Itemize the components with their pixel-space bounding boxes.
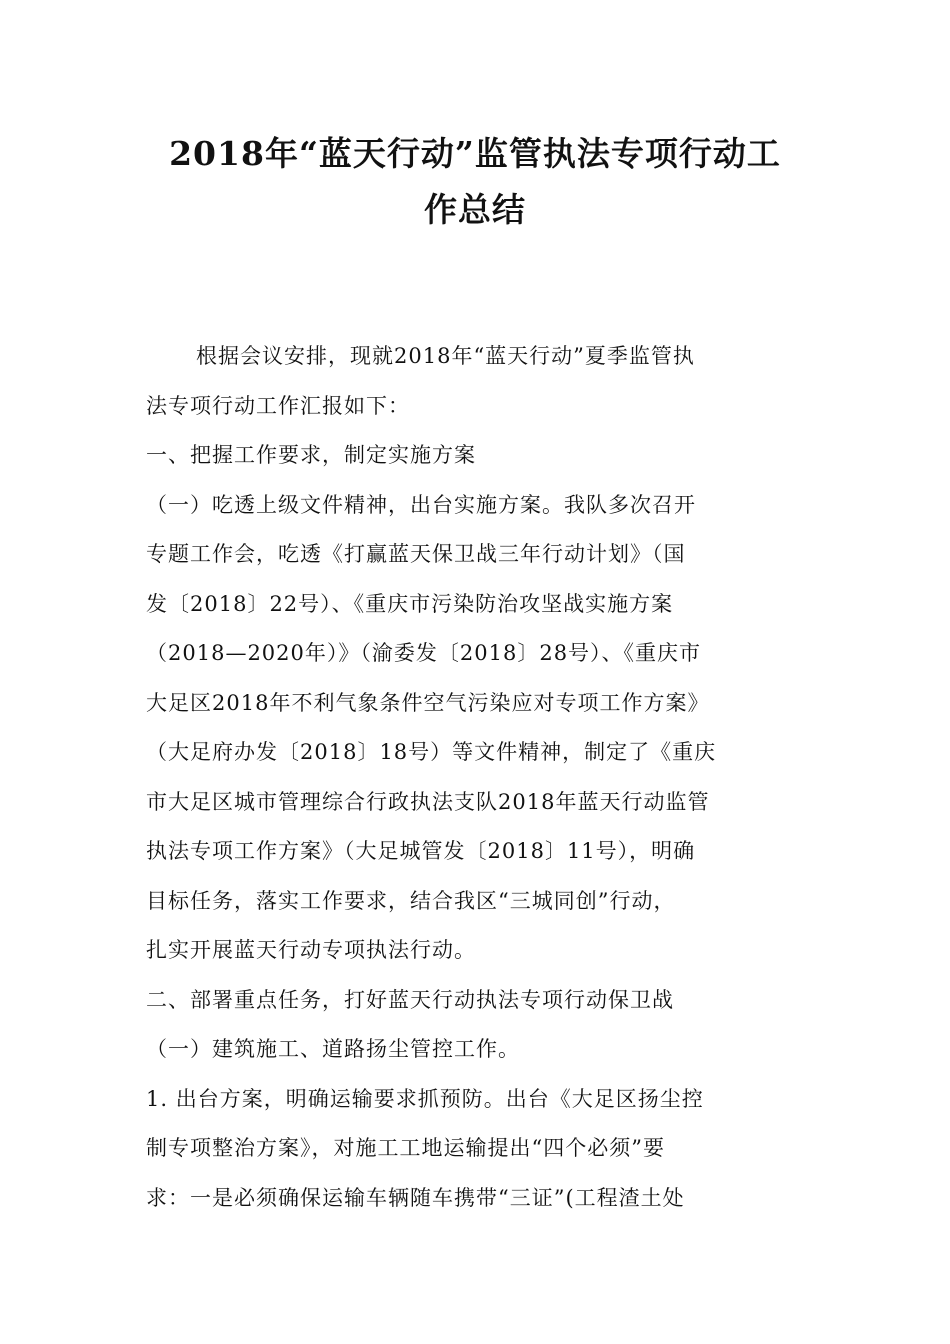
body-line-17: 制专项整治方案》，对施工工地运输提出“四个必须”要 (146, 1136, 665, 1160)
body-line-18: 求：一是必须确保运输车辆随车携带“三证”(工程渣土处 (146, 1185, 685, 1210)
body-line-13: 扎实开展蓝天行动专项执法行动。 (146, 938, 476, 962)
body-line-12: 目标任务，落实工作要求，结合我区“三城同创”行动， (146, 888, 676, 913)
body-line-16: 1. 出台方案，明确运输要求抓预防。出台《大足区扬尘控 (146, 1086, 704, 1111)
document-title (120, 126, 830, 238)
body-line-8: 大足区2018年不利气象条件空气污染应对专项工作方案》 (146, 690, 710, 715)
body-line-1: 根据会议安排，现就2018年“蓝天行动”夏季监管执 (196, 344, 695, 368)
body-line-7: （2018—2020年）》（渝委发〔2018〕28号）、《重庆市 (146, 641, 702, 665)
title-line-2: 作总结 (424, 190, 526, 229)
body-line-4: （一）吃透上级文件精神，出台实施方案。我队多次召开 (146, 492, 696, 517)
body-line-9: （大足府办发〔2018〕18号）等文件精神，制定了《重庆 (146, 740, 717, 764)
body-line-5: 专题工作会，吃透《打赢蓝天保卫战三年行动计划》（国 (146, 542, 686, 566)
body-line-6: 发〔2018〕22号）、《重庆市污染防治攻坚战实施方案 (146, 591, 674, 616)
subsection-heading-1: （一）建筑施工、道路扬尘管控工作。 (146, 1037, 520, 1061)
body-line-11: 执法专项工作方案》（大足城管发〔2018〕11号），明确 (146, 839, 696, 863)
body-line-2: 法专项行动工作汇报如下： (146, 393, 410, 418)
section-heading-1: 一、把握工作要求，制定实施方案 (146, 443, 476, 467)
title-line-1: 2018年“蓝天行动”监管执法专项行动工 (169, 134, 781, 173)
body-line-10: 市大足区城市管理综合行政执法支队2018年蓝天行动监管 (146, 789, 710, 814)
section-heading-2: 二、部署重点任务，打好蓝天行动执法专项行动保卫战 (146, 987, 674, 1012)
document-body (146, 332, 806, 1223)
